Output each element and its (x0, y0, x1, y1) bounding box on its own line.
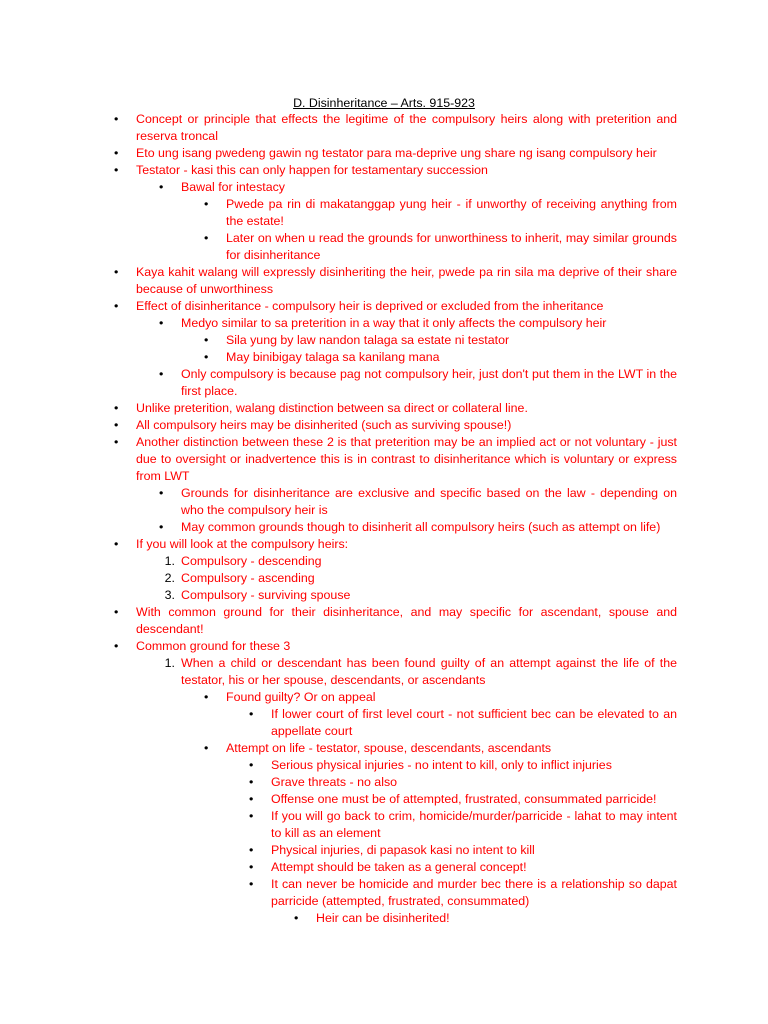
list-item-text: Offense one must be of attempted, frustrated, consummated parricide! (271, 792, 657, 806)
list-item-text: Physical injuries, di papasok kasi no intent to kill (271, 843, 535, 857)
list-item (0, 553, 677, 570)
list-item (0, 587, 677, 604)
list-item-text: May common grounds though to disinherit all compulsory heirs (such as attempt on life) (181, 520, 661, 534)
list-item (0, 740, 677, 757)
bullet-icon: • (159, 316, 164, 330)
list-item (0, 196, 677, 230)
list-item (0, 842, 677, 859)
list-item (0, 111, 677, 145)
bullet-icon: • (249, 843, 254, 857)
list-item-text: All compulsory heirs may be disinherited (such as surviving spouse!) (136, 418, 512, 432)
list-item-text: Sila yung by law nandon talaga sa estate ni testator (226, 333, 510, 347)
list-item-text: Attempt should be taken as a general concept! (271, 860, 527, 874)
list-item-text: If you will look at the compulsory heirs: (136, 537, 349, 551)
list-item (0, 162, 677, 179)
list-item-text: It can never be homicide and murder bec there is a relationship so dapat parricide (attempted, frustrated, consummated) (271, 877, 677, 908)
list-item (0, 757, 677, 774)
list-item-text: Kaya kahit walang will expressly disinheriting the heir, pwede pa rin sila ma deprive of their share because of unworthiness (136, 265, 677, 296)
bullet-icon: • (249, 809, 254, 823)
list-item-text: If you will go back to crim, homicide/murder/parricide - lahat to may intent to kill as an element (271, 809, 677, 840)
list-item (0, 485, 677, 519)
bullet-icon: • (159, 520, 164, 534)
list-item-text: May binibigay talaga sa kanilang mana (226, 350, 440, 364)
bullet-icon: • (114, 163, 119, 177)
list-item (0, 706, 677, 740)
list-item-text: Medyo similar to sa preterition in a way that it only affects the compulsory heir (181, 316, 607, 330)
list-item (0, 366, 677, 400)
list-item-text: When a child or descendant has been found guilty of an attempt against the life of the testator, his or her spouse, descendants, or ascendants (181, 656, 677, 687)
list-item (0, 298, 677, 315)
list-item-text: Effect of disinheritance - compulsory heir is deprived or excluded from the inheritance (136, 299, 604, 313)
list-item (0, 689, 677, 706)
list-item-text: Heir can be disinherited! (316, 911, 450, 925)
list-item (0, 434, 677, 485)
list-number: 3. (164, 588, 175, 602)
bullet-icon: • (249, 860, 254, 874)
list-item-text: Pwede pa rin di makatanggap yung heir - if unworthy of receiving anything from the estate! (226, 197, 677, 228)
document-title: D. Disinheritance – Arts. 915-923 (293, 96, 475, 110)
bullet-icon: • (114, 146, 119, 160)
list-item (0, 536, 677, 553)
bullet-icon: • (159, 486, 164, 500)
list-item (0, 264, 677, 298)
list-item-text: Found guilty? Or on appeal (226, 690, 376, 704)
list-item (0, 774, 677, 791)
bullet-icon: • (204, 741, 209, 755)
list-item-text: Compulsory - ascending (181, 571, 315, 585)
bullet-icon: • (204, 690, 209, 704)
bullet-icon: • (249, 775, 254, 789)
list-item-text: Later on when u read the grounds for unworthiness to inherit, may similar grounds for disinheritance (226, 231, 677, 262)
bullet-icon: • (249, 877, 254, 891)
bullet-icon: • (114, 435, 119, 449)
list-item (0, 655, 677, 689)
list-item-text: With common ground for their disinheritance, and may specific for ascendant, spouse and descendant! (136, 605, 677, 636)
list-item-text: Grounds for disinheritance are exclusive and specific based on the law - depending on who the compulsory heir is (181, 486, 677, 517)
list-item-text: Eto ung isang pwedeng gawin ng testator para ma-deprive ung share ng isang compulsory heir (136, 146, 657, 160)
bullet-icon: • (249, 758, 254, 772)
list-item (0, 570, 677, 587)
list-item-text: Concept or principle that effects the legitime of the compulsory heirs along with preterition and reserva troncal (136, 112, 677, 143)
bullet-icon: • (204, 350, 209, 364)
list-item-text: Only compulsory is because pag not compulsory heir, just don't put them in the LWT in the first place. (181, 367, 677, 398)
list-item (0, 315, 677, 332)
list-item-text: Compulsory - surviving spouse (181, 588, 351, 602)
bullet-icon: • (114, 265, 119, 279)
list-number: 1. (164, 656, 175, 670)
list-item (0, 179, 677, 196)
list-item (0, 230, 677, 264)
bullet-icon: • (249, 792, 254, 806)
list-item-text: Testator - kasi this can only happen for testamentary succession (136, 163, 488, 177)
bullet-icon: • (294, 911, 299, 925)
bullet-icon: • (249, 707, 254, 721)
list-item-text: Compulsory - descending (181, 554, 322, 568)
list-item-text: Attempt on life - testator, spouse, descendants, ascendants (226, 741, 552, 755)
bullet-icon: • (159, 367, 164, 381)
list-item-text: Bawal for intestacy (181, 180, 285, 194)
list-item-text: Grave threats - no also (271, 775, 398, 789)
notes-list (0, 111, 768, 927)
bullet-icon: • (114, 299, 119, 313)
bullet-icon: • (114, 639, 119, 653)
list-item (0, 859, 677, 876)
bullet-icon: • (114, 605, 119, 619)
list-item (0, 638, 677, 655)
list-item-text: Unlike preterition, walang distinction between sa direct or collateral line. (136, 401, 528, 415)
list-item (0, 876, 677, 910)
list-item (0, 332, 677, 349)
list-number: 1. (164, 554, 175, 568)
list-item (0, 808, 677, 842)
bullet-icon: • (114, 537, 119, 551)
list-item (0, 349, 677, 366)
bullet-icon: • (114, 112, 119, 126)
list-item (0, 791, 677, 808)
bullet-icon: • (204, 197, 209, 211)
list-item-text: Serious physical injuries - no intent to kill, only to inflict injuries (271, 758, 612, 772)
list-item (0, 417, 677, 434)
bullet-icon: • (159, 180, 164, 194)
list-item (0, 400, 677, 417)
bullet-icon: • (114, 418, 119, 432)
list-item (0, 604, 677, 638)
list-item (0, 145, 677, 162)
bullet-icon: • (114, 401, 119, 415)
list-item-text: Another distinction between these 2 is that preterition may be an implied act or not voluntary - just due to oversight or inadvertence this is in contrast to disinheritance which is voluntary or express from LWT (136, 435, 677, 483)
list-item (0, 519, 677, 536)
list-item-text: Common ground for these 3 (136, 639, 291, 653)
list-number: 2. (164, 571, 175, 585)
list-item-text: If lower court of first level court - not sufficient bec can be elevated to an appellate court (271, 707, 677, 738)
list-item (0, 910, 677, 927)
bullet-icon: • (204, 231, 209, 245)
bullet-icon: • (204, 333, 209, 347)
